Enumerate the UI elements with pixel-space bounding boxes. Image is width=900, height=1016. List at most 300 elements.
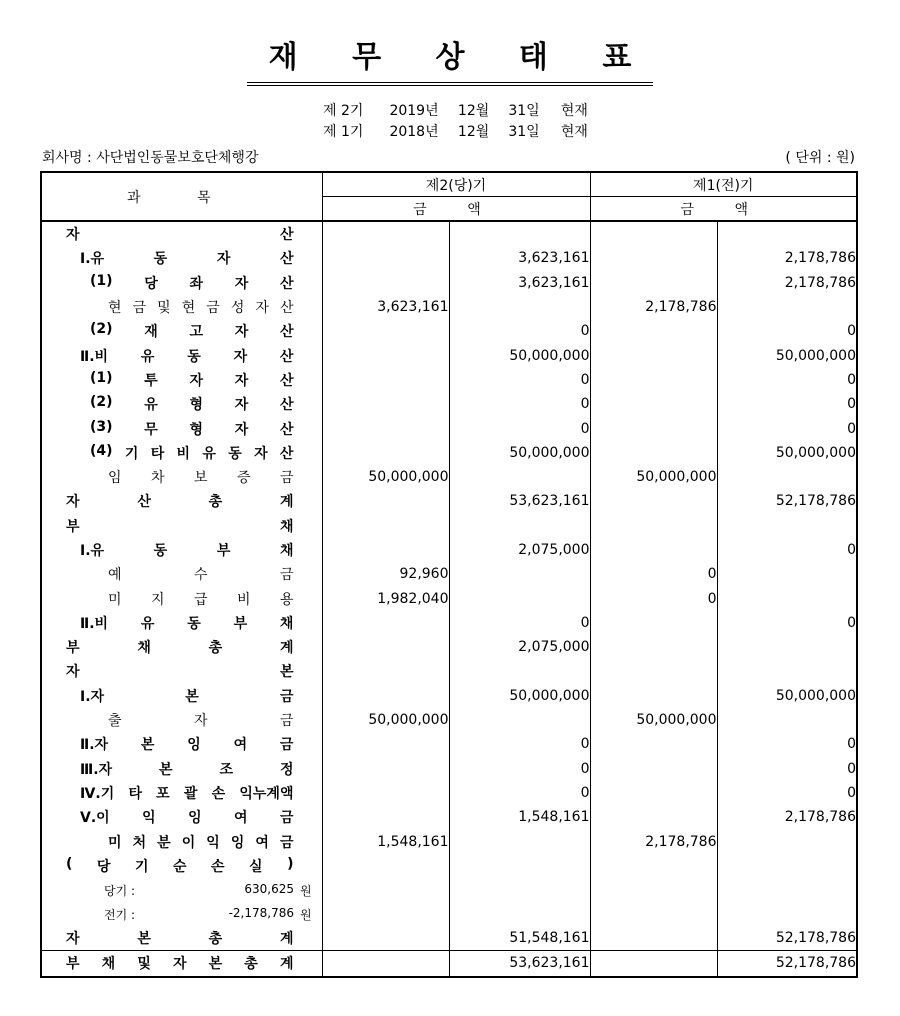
account-char: 타 — [150, 445, 165, 462]
account-char: 여 — [233, 737, 248, 754]
net-income-line — [42, 906, 322, 923]
current-detail-amount — [322, 684, 449, 708]
account-char: 산 — [279, 372, 294, 389]
previous-total-amount: 0 — [717, 392, 857, 416]
table-row — [41, 562, 857, 586]
previous-total-amount: 52,178,786 — [717, 926, 857, 951]
previous-detail-amount — [590, 441, 717, 465]
empty-cell — [717, 878, 857, 902]
account-char: 산 — [279, 300, 294, 317]
account-char: 여 — [255, 834, 269, 851]
previous-total-amount: 0 — [717, 732, 857, 756]
previous-detail-amount — [590, 635, 717, 659]
account-char: 수 — [193, 567, 208, 584]
account-char: Ⅳ.기 — [80, 785, 115, 802]
account-name — [41, 635, 322, 659]
account-char: 급 — [193, 591, 208, 608]
current-total-amount: 0 — [449, 392, 590, 416]
account-char: (2) — [90, 321, 113, 338]
account-name — [41, 368, 322, 392]
current-total-amount: 0 — [449, 611, 590, 635]
account-char: 본 — [159, 761, 173, 778]
table-row — [41, 951, 857, 977]
previous-detail-amount — [590, 392, 717, 416]
account-char: 고 — [189, 324, 204, 341]
previous-total-amount — [717, 708, 857, 732]
account-name-chars — [42, 637, 322, 657]
empty-cell — [590, 878, 717, 902]
account-char: 자 — [216, 251, 231, 268]
account-char: 잉 — [230, 834, 245, 851]
current-total-amount: 0 — [449, 781, 590, 805]
account-char: 성 — [230, 300, 245, 317]
table-row — [41, 465, 857, 489]
period-term: 제 1기 — [323, 124, 364, 140]
account-name — [41, 246, 322, 270]
account-char: 익누계액 — [239, 785, 294, 802]
account-name-chars — [42, 928, 322, 948]
account-char: 본 — [279, 664, 294, 681]
account-char: (1) — [90, 272, 113, 289]
current-detail-amount: 1,982,040 — [322, 586, 449, 610]
account-name-chars — [42, 467, 322, 487]
table-row — [41, 489, 857, 513]
account-char: 유 — [202, 445, 216, 462]
account-char: 기 — [124, 445, 139, 462]
account-name-chars — [42, 661, 322, 681]
account-char: 채 — [279, 615, 294, 632]
previous-detail-amount: 50,000,000 — [590, 708, 717, 732]
current-total-amount — [449, 465, 590, 489]
table-row — [41, 246, 857, 270]
previous-detail-amount — [590, 246, 717, 270]
account-char: ) — [287, 855, 294, 872]
account-char: 자 — [234, 421, 249, 438]
account-char: Ⅱ.비 — [80, 615, 109, 632]
account-char: 부 — [66, 956, 80, 973]
current-total-amount — [449, 708, 590, 732]
table-row — [41, 659, 857, 683]
current-total-amount — [449, 562, 590, 586]
period-status: 현재 — [560, 103, 588, 119]
previous-total-amount: 0 — [717, 319, 857, 343]
current-total-amount: 0 — [449, 319, 590, 343]
current-detail-amount — [322, 416, 449, 440]
empty-cell — [590, 902, 717, 926]
account-char: 순 — [172, 858, 187, 875]
account-char: 산 — [279, 275, 294, 292]
account-name-chars — [42, 394, 322, 414]
table-row — [41, 538, 857, 562]
previous-total-amount — [717, 854, 857, 878]
account-char: 손 — [211, 858, 225, 875]
current-detail-amount: 3,623,161 — [322, 295, 449, 319]
net-income-cell — [41, 902, 322, 926]
account-char: 현 — [181, 300, 196, 317]
account-name — [41, 586, 322, 610]
account-char: 산 — [279, 227, 294, 244]
account-char: 본 — [208, 956, 223, 973]
account-char: 출 — [108, 713, 122, 730]
current-detail-amount — [322, 343, 449, 367]
account-char: 잉 — [188, 810, 202, 827]
net-income-value: 630,625 — [244, 881, 294, 896]
account-char: (3) — [90, 418, 113, 435]
account-name-chars — [42, 321, 322, 341]
table-body — [41, 221, 857, 977]
net-income-label: 전기 : — [104, 907, 136, 922]
account-name-chars — [42, 832, 322, 852]
current-detail-amount — [322, 271, 449, 295]
period-month: 12월 — [457, 103, 490, 119]
current-detail-amount — [322, 441, 449, 465]
table-row — [41, 271, 857, 295]
account-char: 산 — [279, 421, 294, 438]
account-char: 동 — [153, 543, 168, 559]
period-line-previous — [323, 121, 588, 141]
current-detail-amount — [322, 926, 449, 951]
period-year: 2018년 — [389, 124, 439, 140]
account-name — [41, 611, 322, 635]
previous-total-amount: 0 — [717, 757, 857, 781]
account-char: 채 — [279, 543, 294, 559]
previous-total-amount: 0 — [717, 368, 857, 392]
table-row — [41, 781, 857, 805]
period-day: 31일 — [508, 124, 540, 140]
current-detail-amount: 50,000,000 — [322, 465, 449, 489]
previous-total-amount: 50,000,000 — [717, 441, 857, 465]
account-name — [41, 221, 322, 246]
current-detail-amount — [322, 635, 449, 659]
account-char: 형 — [189, 421, 204, 438]
current-detail-amount — [322, 368, 449, 392]
account-char: 자 — [234, 372, 249, 389]
current-total-amount: 53,623,161 — [449, 951, 590, 977]
account-char: 재 — [144, 324, 158, 341]
previous-detail-amount — [590, 368, 717, 392]
previous-total-amount — [717, 659, 857, 683]
table-row — [41, 586, 857, 610]
current-detail-amount — [322, 514, 449, 538]
account-char: 여 — [234, 810, 248, 827]
current-total-amount: 0 — [449, 732, 590, 756]
current-total-amount: 0 — [449, 757, 590, 781]
account-char: 동 — [153, 251, 168, 268]
current-total-amount: 50,000,000 — [449, 343, 590, 367]
table-row — [41, 343, 857, 367]
account-char: 및 — [157, 300, 171, 317]
company-name: 회사명 : 사단법인동물보호단체행강 — [42, 150, 259, 166]
account-char: 본 — [140, 737, 155, 754]
account-char: 당 — [96, 858, 111, 875]
account-name-chars — [42, 856, 322, 876]
account-char: 총 — [208, 931, 223, 948]
account-char: 유 — [144, 397, 158, 414]
current-detail-amount: 50,000,000 — [322, 708, 449, 732]
current-total-amount: 0 — [449, 416, 590, 440]
current-detail-amount — [322, 392, 449, 416]
account-char: 증 — [236, 470, 251, 487]
current-total-amount: 2,075,000 — [449, 635, 590, 659]
previous-total-amount: 50,000,000 — [717, 684, 857, 708]
current-detail-amount — [322, 805, 449, 829]
current-total-amount: 1,548,161 — [449, 805, 590, 829]
account-name-chars — [42, 443, 322, 463]
account-char: 자 — [172, 956, 187, 973]
previous-detail-amount — [590, 854, 717, 878]
account-name — [41, 538, 322, 562]
account-char: 익 — [206, 834, 220, 851]
table-row — [41, 416, 857, 440]
account-name — [41, 392, 322, 416]
net-income-label: 당기 : — [104, 883, 136, 898]
account-char: 채 — [137, 640, 151, 657]
account-char: 잉 — [187, 737, 201, 754]
previous-total-amount — [717, 562, 857, 586]
account-char: 유 — [140, 615, 155, 632]
account-name — [41, 854, 322, 878]
account-char: 미 — [108, 834, 122, 851]
current-detail-amount — [322, 221, 449, 246]
account-char: 형 — [189, 397, 204, 414]
account-char: 동 — [187, 348, 201, 365]
previous-total-amount — [717, 514, 857, 538]
table-row — [41, 854, 857, 878]
previous-detail-amount — [590, 538, 717, 562]
account-char: 현 — [108, 300, 122, 317]
account-char: 금 — [279, 834, 294, 851]
account-char: Ⅲ.자 — [80, 761, 113, 778]
account-char: Ⅰ.유 — [80, 251, 105, 268]
account-char: 산 — [279, 348, 294, 365]
account-char: 금 — [279, 737, 294, 754]
account-char: 산 — [279, 397, 294, 414]
net-income-line — [42, 882, 322, 899]
previous-total-amount: 2,178,786 — [717, 246, 857, 270]
account-char: 및 — [137, 956, 151, 973]
account-char: 좌 — [189, 275, 204, 292]
account-char: 당 — [144, 275, 158, 292]
account-char: 산 — [279, 324, 294, 341]
account-name — [41, 684, 322, 708]
net-income-row — [41, 878, 857, 902]
net-income-value: -2,178,786 — [228, 905, 294, 920]
account-name-chars — [42, 807, 322, 827]
account-name — [41, 708, 322, 732]
current-total-amount: 51,548,161 — [449, 926, 590, 951]
account-char: 자 — [66, 227, 80, 244]
header-previous: 제1(전)기 — [590, 172, 857, 197]
account-name — [41, 781, 322, 805]
net-income-currency: 원 — [300, 907, 312, 922]
current-detail-amount — [322, 659, 449, 683]
period-day: 31일 — [508, 103, 540, 119]
account-char: Ⅰ.자 — [80, 688, 105, 705]
header-subject: 과 목 — [41, 172, 322, 221]
table-row — [41, 368, 857, 392]
previous-detail-amount — [590, 805, 717, 829]
empty-cell — [322, 902, 449, 926]
current-total-amount — [449, 659, 590, 683]
account-name-chars — [42, 516, 322, 536]
table-row — [41, 392, 857, 416]
account-name-chars — [42, 734, 322, 754]
account-char: 부 — [66, 518, 80, 535]
unit-label: ( 단위 : 원) — [785, 150, 855, 166]
previous-total-amount — [717, 295, 857, 319]
account-char: 자 — [233, 348, 248, 365]
account-name-chars — [42, 759, 322, 779]
account-name-chars — [42, 491, 322, 511]
account-char: 동 — [228, 445, 242, 462]
empty-cell — [449, 902, 590, 926]
account-char: 금 — [279, 688, 294, 705]
account-char: 산 — [279, 445, 294, 462]
account-char: 본 — [185, 688, 199, 705]
account-char: 정 — [279, 761, 294, 778]
account-char: 자 — [66, 494, 80, 511]
current-total-amount: 53,623,161 — [449, 489, 590, 513]
empty-cell — [322, 878, 449, 902]
account-name-chars — [42, 953, 322, 973]
current-total-amount: 3,623,161 — [449, 246, 590, 270]
current-detail-amount — [322, 489, 449, 513]
current-total-amount: 0 — [449, 368, 590, 392]
account-name-chars — [42, 224, 322, 244]
previous-detail-amount: 0 — [590, 562, 717, 586]
account-name — [41, 732, 322, 756]
current-total-amount — [449, 586, 590, 610]
account-char: Ⅴ.이 — [80, 810, 110, 827]
previous-detail-amount — [590, 732, 717, 756]
current-detail-amount — [322, 781, 449, 805]
previous-detail-amount — [590, 951, 717, 977]
previous-detail-amount: 0 — [590, 586, 717, 610]
empty-cell — [717, 902, 857, 926]
previous-total-amount: 0 — [717, 781, 857, 805]
previous-detail-amount — [590, 684, 717, 708]
table-row — [41, 684, 857, 708]
account-name — [41, 829, 322, 853]
account-char: 계 — [279, 931, 294, 948]
table-row — [41, 611, 857, 635]
account-name-chars — [42, 370, 322, 390]
account-char: 총 — [244, 956, 258, 973]
current-detail-amount — [322, 611, 449, 635]
previous-total-amount — [717, 586, 857, 610]
account-char: 자 — [234, 324, 249, 341]
previous-total-amount — [717, 465, 857, 489]
previous-detail-amount — [590, 926, 717, 951]
account-name — [41, 295, 322, 319]
account-char: Ⅱ.자 — [80, 737, 109, 754]
previous-total-amount: 0 — [717, 416, 857, 440]
account-char: 계 — [279, 640, 294, 657]
account-name — [41, 343, 322, 367]
previous-total-amount: 52,178,786 — [717, 951, 857, 977]
balance-sheet-table — [40, 171, 858, 978]
account-name — [41, 951, 322, 977]
account-char: 산 — [279, 251, 294, 268]
table-row — [41, 635, 857, 659]
previous-detail-amount: 2,178,786 — [590, 829, 717, 853]
account-char: 괄 — [183, 785, 198, 802]
period-month: 12월 — [457, 124, 490, 140]
net-income-cell — [41, 878, 322, 902]
account-char: 자 — [254, 445, 268, 462]
current-detail-amount — [322, 757, 449, 781]
account-char: 예 — [108, 567, 122, 584]
table-row — [41, 295, 857, 319]
current-total-amount: 50,000,000 — [449, 684, 590, 708]
net-income-row — [41, 902, 857, 926]
previous-detail-amount: 50,000,000 — [590, 465, 717, 489]
account-char: 기 — [134, 858, 149, 875]
account-name — [41, 271, 322, 295]
page-title: 재 무 상 태 표 — [247, 40, 654, 86]
account-char: 미 — [108, 591, 122, 608]
account-char: Ⅱ.비 — [80, 348, 109, 365]
table-row — [41, 926, 857, 951]
account-char: 채 — [279, 518, 294, 535]
account-name — [41, 416, 322, 440]
previous-detail-amount — [590, 271, 717, 295]
title-wrapper — [0, 40, 900, 86]
table-row — [41, 708, 857, 732]
account-name-chars — [42, 783, 322, 803]
account-name — [41, 319, 322, 343]
account-name — [41, 757, 322, 781]
current-detail-amount — [322, 951, 449, 977]
account-name — [41, 489, 322, 513]
account-char: 처 — [132, 834, 147, 851]
account-name-chars — [42, 686, 322, 706]
account-char: 동 — [187, 615, 201, 632]
current-detail-amount: 92,960 — [322, 562, 449, 586]
current-detail-amount — [322, 319, 449, 343]
previous-detail-amount — [590, 221, 717, 246]
previous-detail-amount — [590, 781, 717, 805]
table-row — [41, 514, 857, 538]
table-row — [41, 319, 857, 343]
account-char: 채 — [101, 956, 116, 973]
account-name-chars — [42, 564, 322, 584]
table-row — [41, 757, 857, 781]
account-char: 이 — [181, 834, 196, 851]
account-char: 총 — [208, 640, 223, 657]
account-name — [41, 441, 322, 465]
account-char: 자 — [66, 664, 80, 681]
account-name-chars — [42, 589, 322, 609]
account-char: 비 — [236, 591, 251, 608]
previous-detail-amount — [590, 416, 717, 440]
current-total-amount — [449, 829, 590, 853]
period-line-current — [323, 100, 588, 120]
account-char: 차 — [150, 470, 165, 487]
account-char: Ⅰ.유 — [80, 543, 105, 559]
previous-total-amount — [717, 221, 857, 246]
current-total-amount: 3,623,161 — [449, 271, 590, 295]
account-char: 용 — [279, 591, 294, 608]
account-char: ( — [66, 855, 73, 872]
previous-detail-amount: 2,178,786 — [590, 295, 717, 319]
current-detail-amount — [322, 538, 449, 562]
account-char: 무 — [144, 421, 158, 438]
previous-detail-amount — [590, 489, 717, 513]
account-name-chars — [42, 273, 322, 293]
account-name — [41, 465, 322, 489]
period-year: 2019년 — [389, 103, 439, 119]
